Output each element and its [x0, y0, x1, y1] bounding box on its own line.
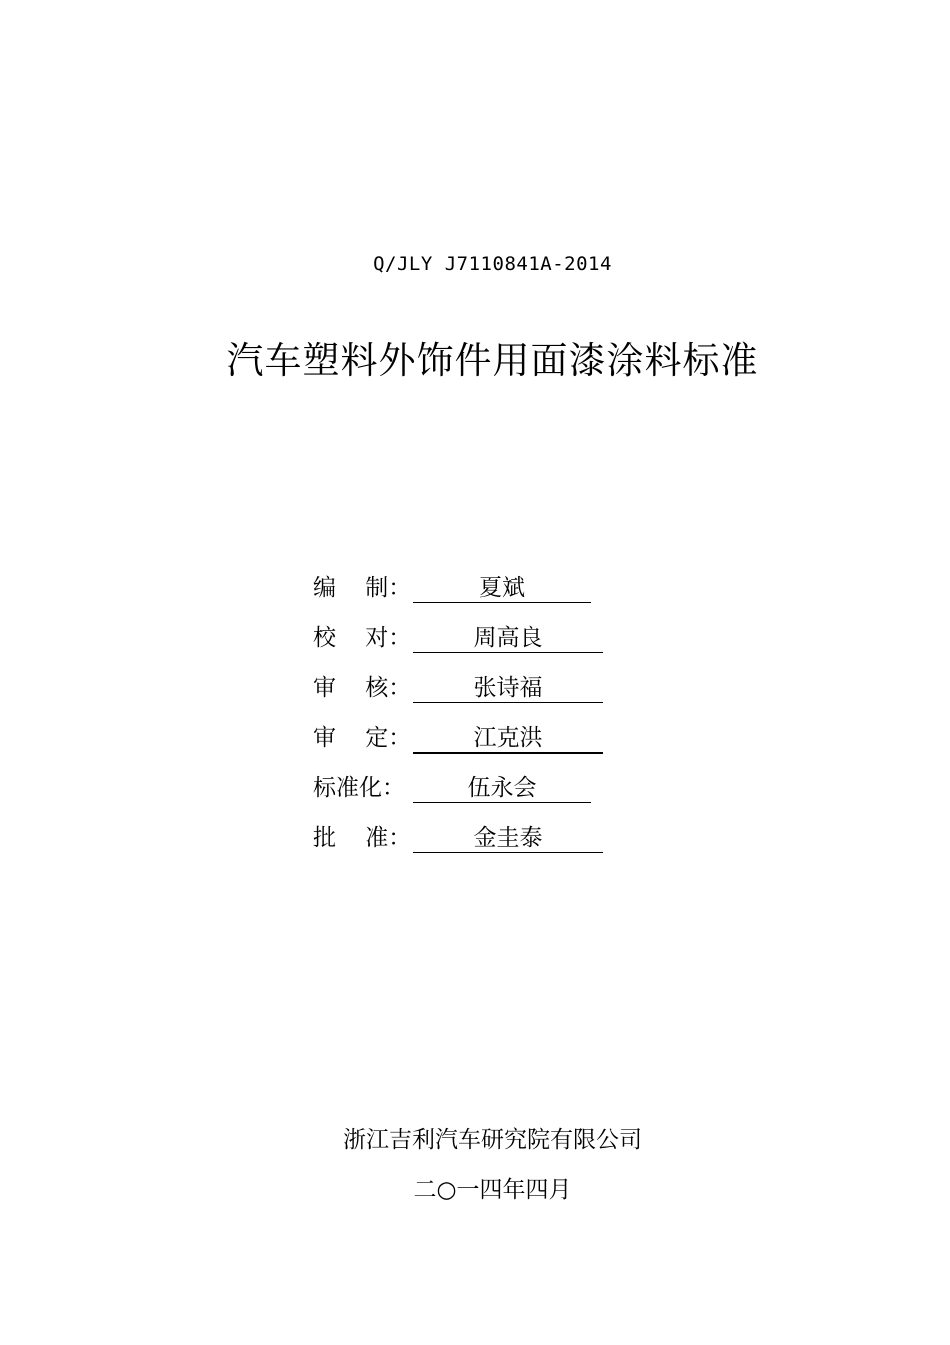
signature-label: 审 定： [313, 725, 412, 751]
document-code: Q/JLY J7110841A-2014 [373, 253, 612, 275]
signature-name: 夏斌 [413, 573, 591, 603]
signature-name: 张诗福 [413, 673, 603, 703]
signature-block [313, 573, 603, 873]
publication-date: 二○一四年四月 [413, 1177, 572, 1203]
signature-label: 编 制： [313, 575, 412, 601]
company-name: 浙江吉利汽车研究院有限公司 [343, 1127, 642, 1153]
signature-row-compiler [313, 573, 603, 623]
document-title: 汽车塑料外饰件用面漆涂料标准 [226, 339, 759, 382]
signature-name: 周高良 [413, 623, 603, 653]
signature-name: 江克洪 [413, 723, 603, 754]
signature-row-approver [313, 723, 603, 773]
signature-row-standardization [313, 773, 603, 823]
signature-row-reviewer [313, 673, 603, 723]
signature-label: 校 对： [313, 625, 412, 651]
signature-row-authorizer [313, 823, 603, 873]
signature-row-proofreader [313, 623, 603, 673]
signature-name: 金圭泰 [413, 823, 603, 853]
signature-label: 审 核： [313, 675, 412, 701]
signature-name: 伍永会 [413, 773, 591, 803]
signature-label: 标准化： [313, 775, 405, 801]
signature-label: 批 准： [313, 825, 412, 851]
